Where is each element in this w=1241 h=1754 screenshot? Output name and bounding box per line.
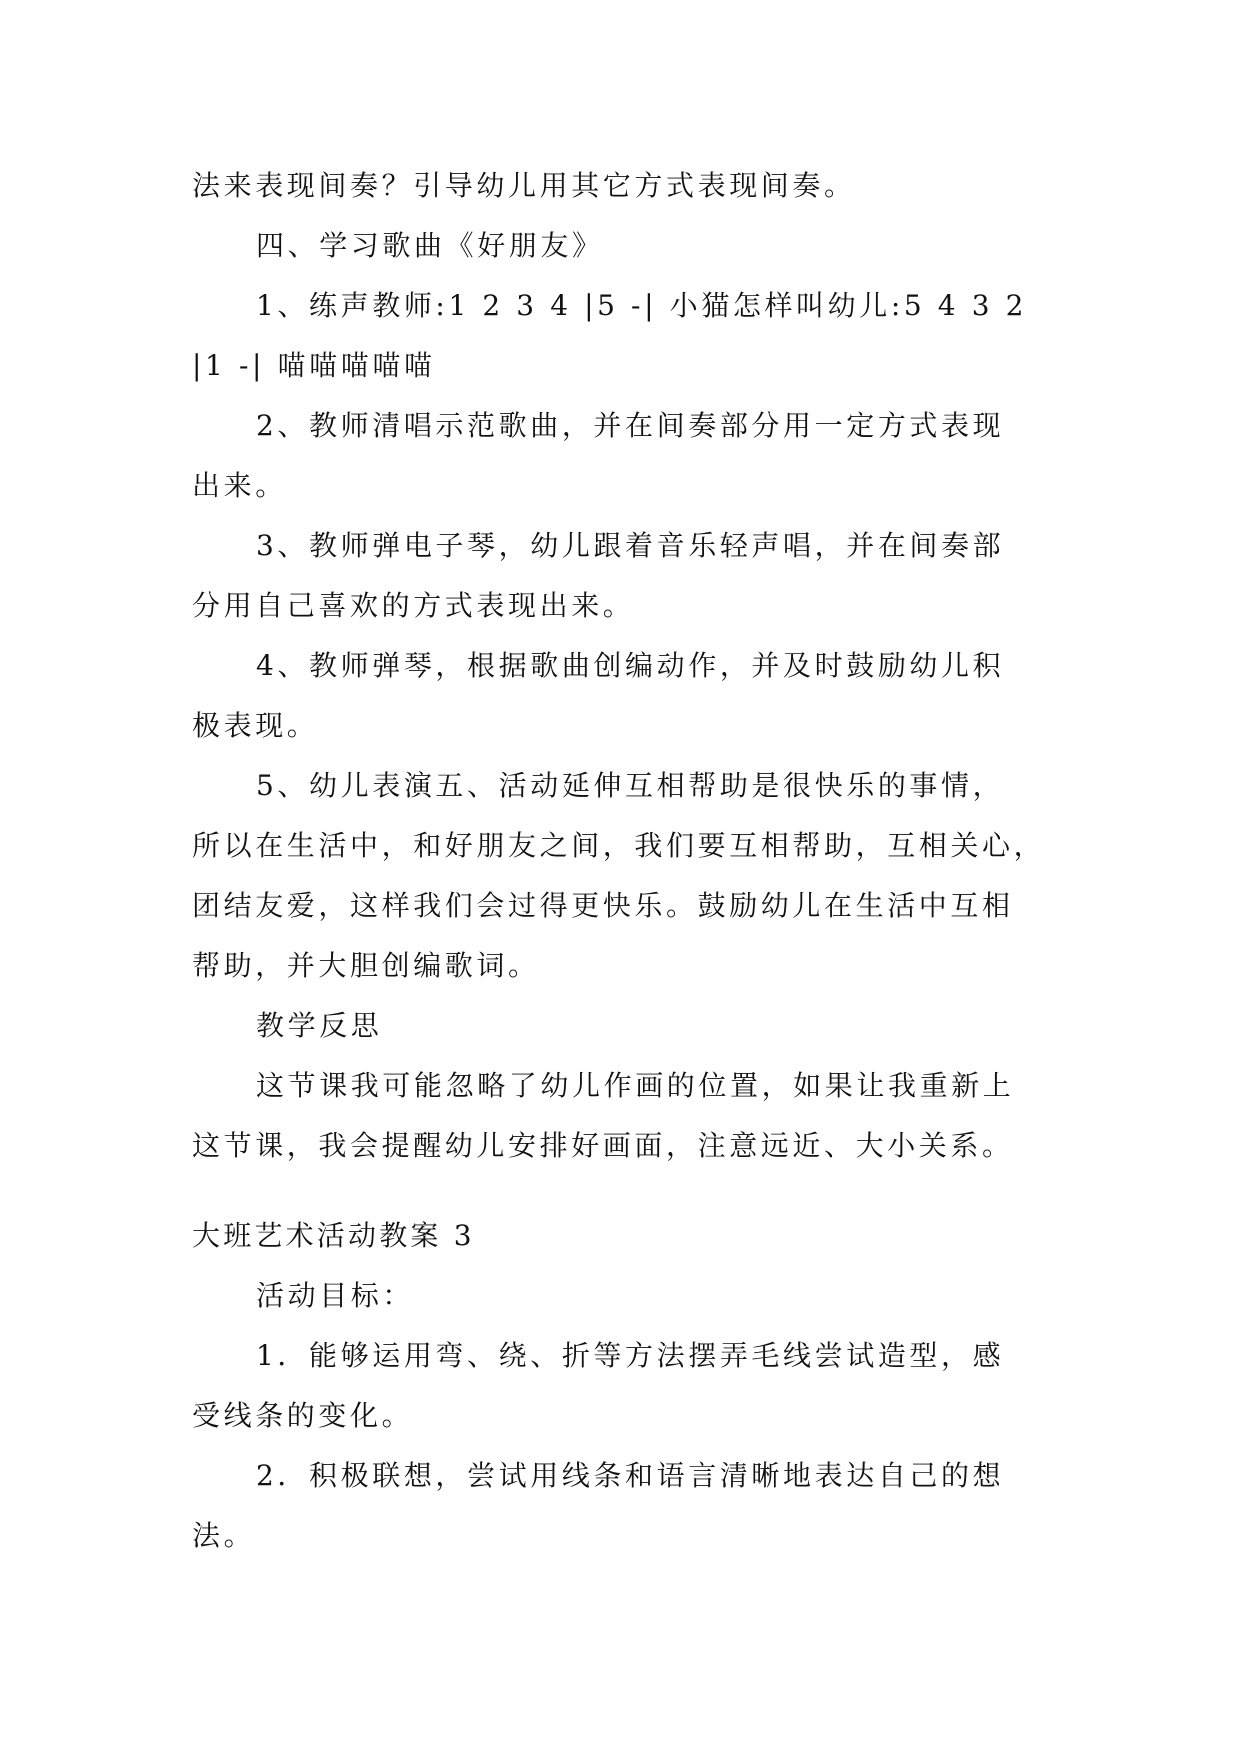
text-line: |1 -| 喵喵喵喵喵 — [192, 349, 436, 382]
text-line: 团结友爱，这样我们会过得更快乐。鼓励幼儿在生活中互相 — [192, 889, 1014, 922]
document-title: 大班艺术活动教案 3 — [192, 1219, 475, 1252]
text-line: 受线条的变化。 — [192, 1399, 414, 1432]
text-line: 5、幼儿表演五、活动延伸互相帮助是很快乐的事情， — [256, 769, 1005, 802]
text-line: 帮助，并大胆创编歌词。 — [192, 949, 540, 982]
text-line: 法。 — [192, 1519, 256, 1552]
section-heading: 活动目标： — [256, 1279, 415, 1312]
section-heading: 四、学习歌曲《好朋友》 — [256, 229, 604, 262]
text-line: 分用自己喜欢的方式表现出来。 — [192, 589, 635, 622]
text-line: 法来表现间奏？引导幼儿用其它方式表现间奏。 — [192, 169, 856, 202]
text-line: 2、教师清唱示范歌曲，并在间奏部分用一定方式表现 — [256, 409, 1005, 442]
text-line: 3、教师弹电子琴，幼儿跟着音乐轻声唱，并在间奏部 — [256, 529, 1005, 562]
text-line: 2．积极联想，尝试用线条和语言清晰地表达自己的想 — [256, 1459, 1005, 1492]
text-line: 极表现。 — [192, 709, 319, 742]
text-line: 这节课，我会提醒幼儿安排好画面，注意远近、大小关系。 — [192, 1129, 1014, 1162]
section-heading: 教学反思 — [256, 1009, 383, 1042]
text-line: 这节课我可能忽略了幼儿作画的位置，如果让我重新上 — [256, 1069, 1015, 1102]
text-line: 出来。 — [192, 469, 287, 502]
text-line: 1．能够运用弯、绕、折等方法摆弄毛线尝试造型，感 — [256, 1339, 1005, 1372]
text-line: 4、教师弹琴，根据歌曲创编动作，并及时鼓励幼儿积 — [256, 649, 1005, 682]
text-line: 1、练声教师:1 2 3 4 |5 -| 小猫怎样叫幼儿:5 4 3 2 — [256, 289, 1028, 322]
text-line: 所以在生活中，和好朋友之间，我们要互相帮助，互相关心， — [192, 829, 1046, 862]
